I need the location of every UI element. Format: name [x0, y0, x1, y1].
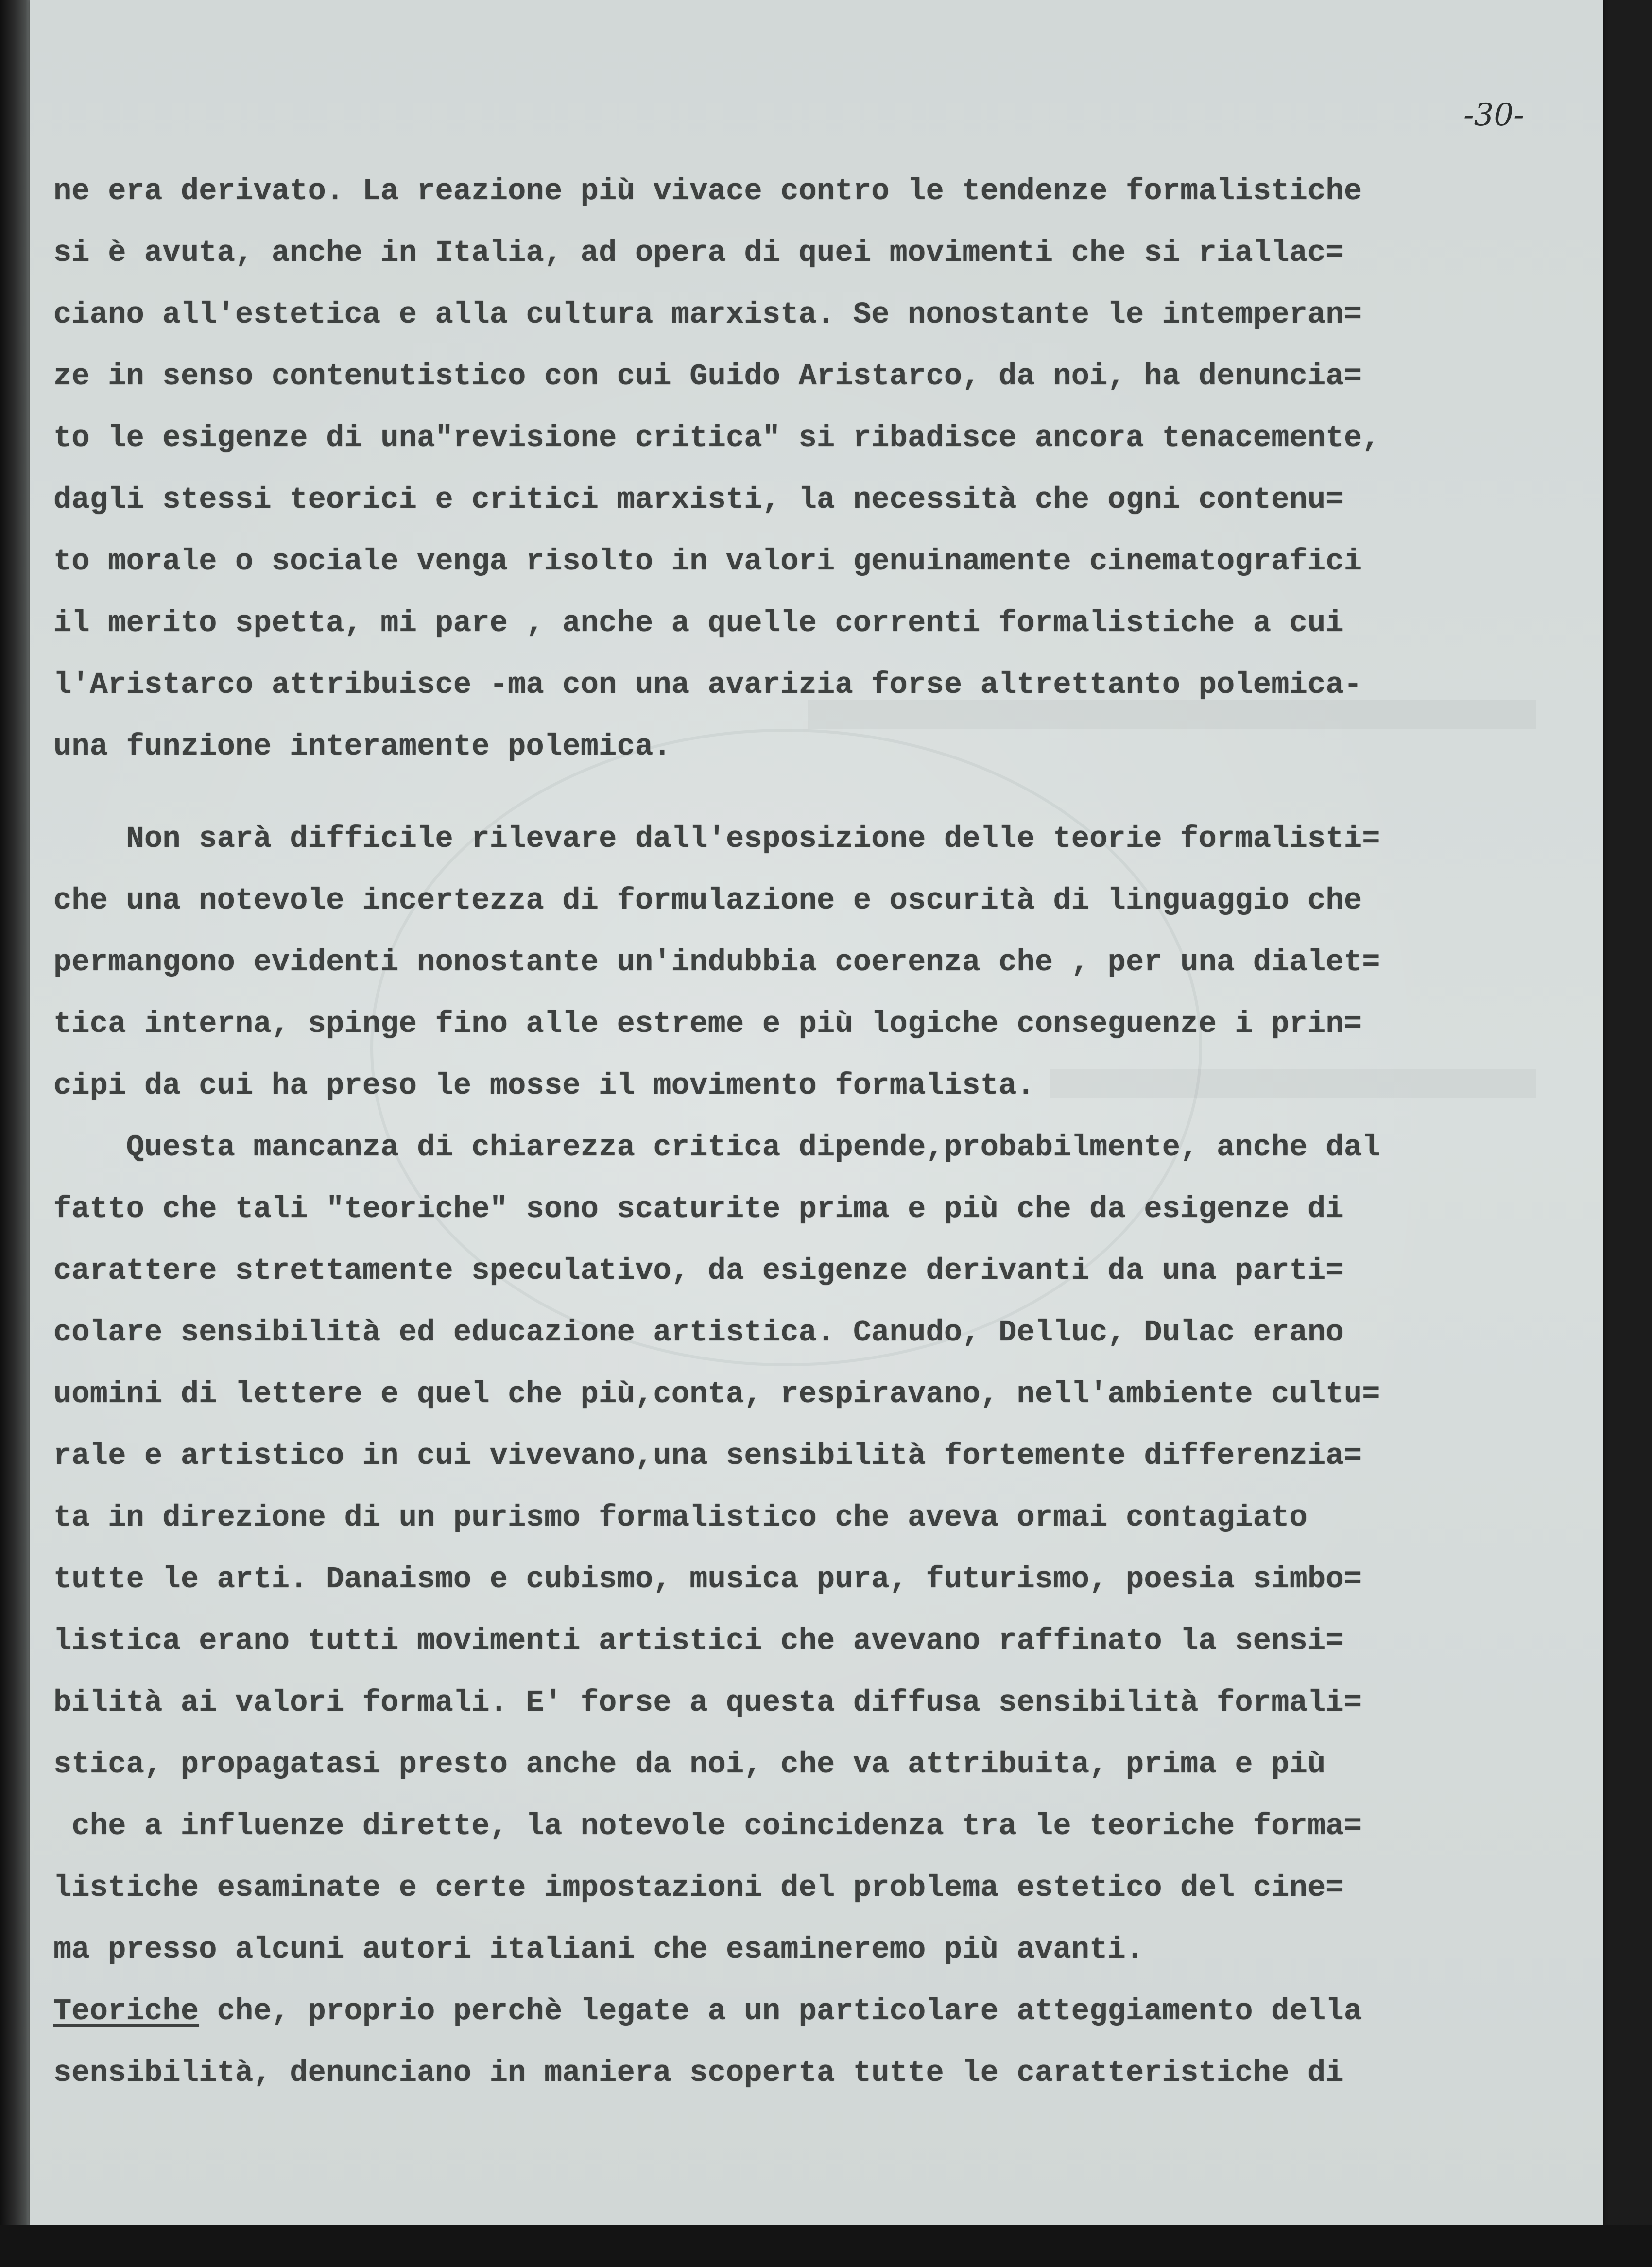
text-line: permangono evidenti nonostante un'indubbia coerenza che , per una dialet=: [53, 945, 1380, 979]
text-line: che a influenze dirette, la notevole coincidenza tra le teoriche forma=: [53, 1809, 1362, 1843]
text-line: sensibilità, denunciano in maniera scoperta tutte le caratteristiche di: [53, 2056, 1344, 2090]
text-line: colare sensibilità ed educazione artistica. Canudo, Delluc, Dulac erano: [53, 1315, 1344, 1350]
text-line: rale e artistico in cui vivevano,una sensibilità fortemente differenzia=: [53, 1439, 1362, 1473]
text-line: ne era derivato. La reazione più vivace contro le tendenze formalistiche: [53, 174, 1362, 208]
page-number: -30-: [1463, 97, 1524, 133]
text-line: dagli stessi teorici e critici marxisti, la necessità che ogni contenu=: [53, 482, 1344, 517]
text-line: ma presso alcuni autori italiani che esamineremo più avanti.: [53, 1932, 1144, 1967]
text-line: bilità ai valori formali. E' forse a questa diffusa sensibilità formali=: [53, 1685, 1362, 1720]
text-line: il merito spetta, mi pare , anche a quelle correnti formalistiche a cui: [53, 606, 1344, 640]
text-line: to morale o sociale venga risolto in valori genuinamente cinematografici: [53, 544, 1362, 579]
text-line: l'Aristarco attribuisce -ma con una avarizia forse altrettanto polemica-: [53, 668, 1362, 702]
text-line: listica erano tutti movimenti artistici che avevano raffinato la sensi=: [53, 1624, 1344, 1658]
text-line: to le esigenze di una"revisione critica" si ribadisce ancora tenacemente,: [53, 421, 1380, 455]
text-line-with-underline: [53, 1980, 1531, 2042]
text-line: listiche esaminate e certe impostazioni del problema estetico del cine=: [53, 1871, 1344, 1905]
text-line-remainder: che, proprio perchè legate a un particolare atteggiamento della: [199, 1994, 1362, 2028]
text-line: una funzione interamente polemica.: [53, 729, 671, 764]
text-line: che una notevole incertezza di formulazione e oscurità di linguaggio che: [53, 883, 1362, 918]
text-line: Questa mancanza di chiarezza critica dipende,probabilmente, anche dal: [53, 1130, 1380, 1165]
body-text: [53, 160, 1531, 2104]
text-line: carattere strettamente speculativo, da esigenze derivanti da una parti=: [53, 1254, 1344, 1288]
text-line: uomini di lettere e quel che più,conta, respiravano, nell'ambiente cultu=: [53, 1377, 1380, 1411]
text-line: ze in senso contenutistico con cui Guido Aristarco, da noi, ha denuncia=: [53, 359, 1362, 394]
text-line: ciano all'estetica e alla cultura marxista. Se nonostante le intemperan=: [53, 297, 1362, 332]
book-binding-edge: [0, 0, 34, 2267]
text-line: tutte le arti. Danaismo e cubismo, musica pura, futurismo, poesia simbo=: [53, 1562, 1362, 1597]
text-line: fatto che tali "teoriche" sono scaturite prima e più che da esigenze di: [53, 1192, 1344, 1226]
text-line: cipi da cui ha preso le mosse il movimento formalista.: [53, 1068, 1035, 1103]
text-line: tica interna, spinge fino alle estreme e più logiche conseguenze i prin=: [53, 1007, 1362, 1041]
text-line: ta in direzione di un purismo formalistico che aveva ormai contagiato: [53, 1500, 1308, 1535]
scan-bottom-margin: [0, 2225, 1652, 2267]
text-line: stica, propagatasi presto anche da noi, che va attribuita, prima e più: [53, 1747, 1326, 1782]
underlined-word: Teoriche: [53, 1994, 199, 2028]
text-line: si è avuta, anche in Italia, ad opera di quei movimenti che si riallac=: [53, 236, 1344, 270]
text-line: Non sarà difficile rilevare dall'esposizione delle teorie formalisti=: [53, 822, 1380, 856]
